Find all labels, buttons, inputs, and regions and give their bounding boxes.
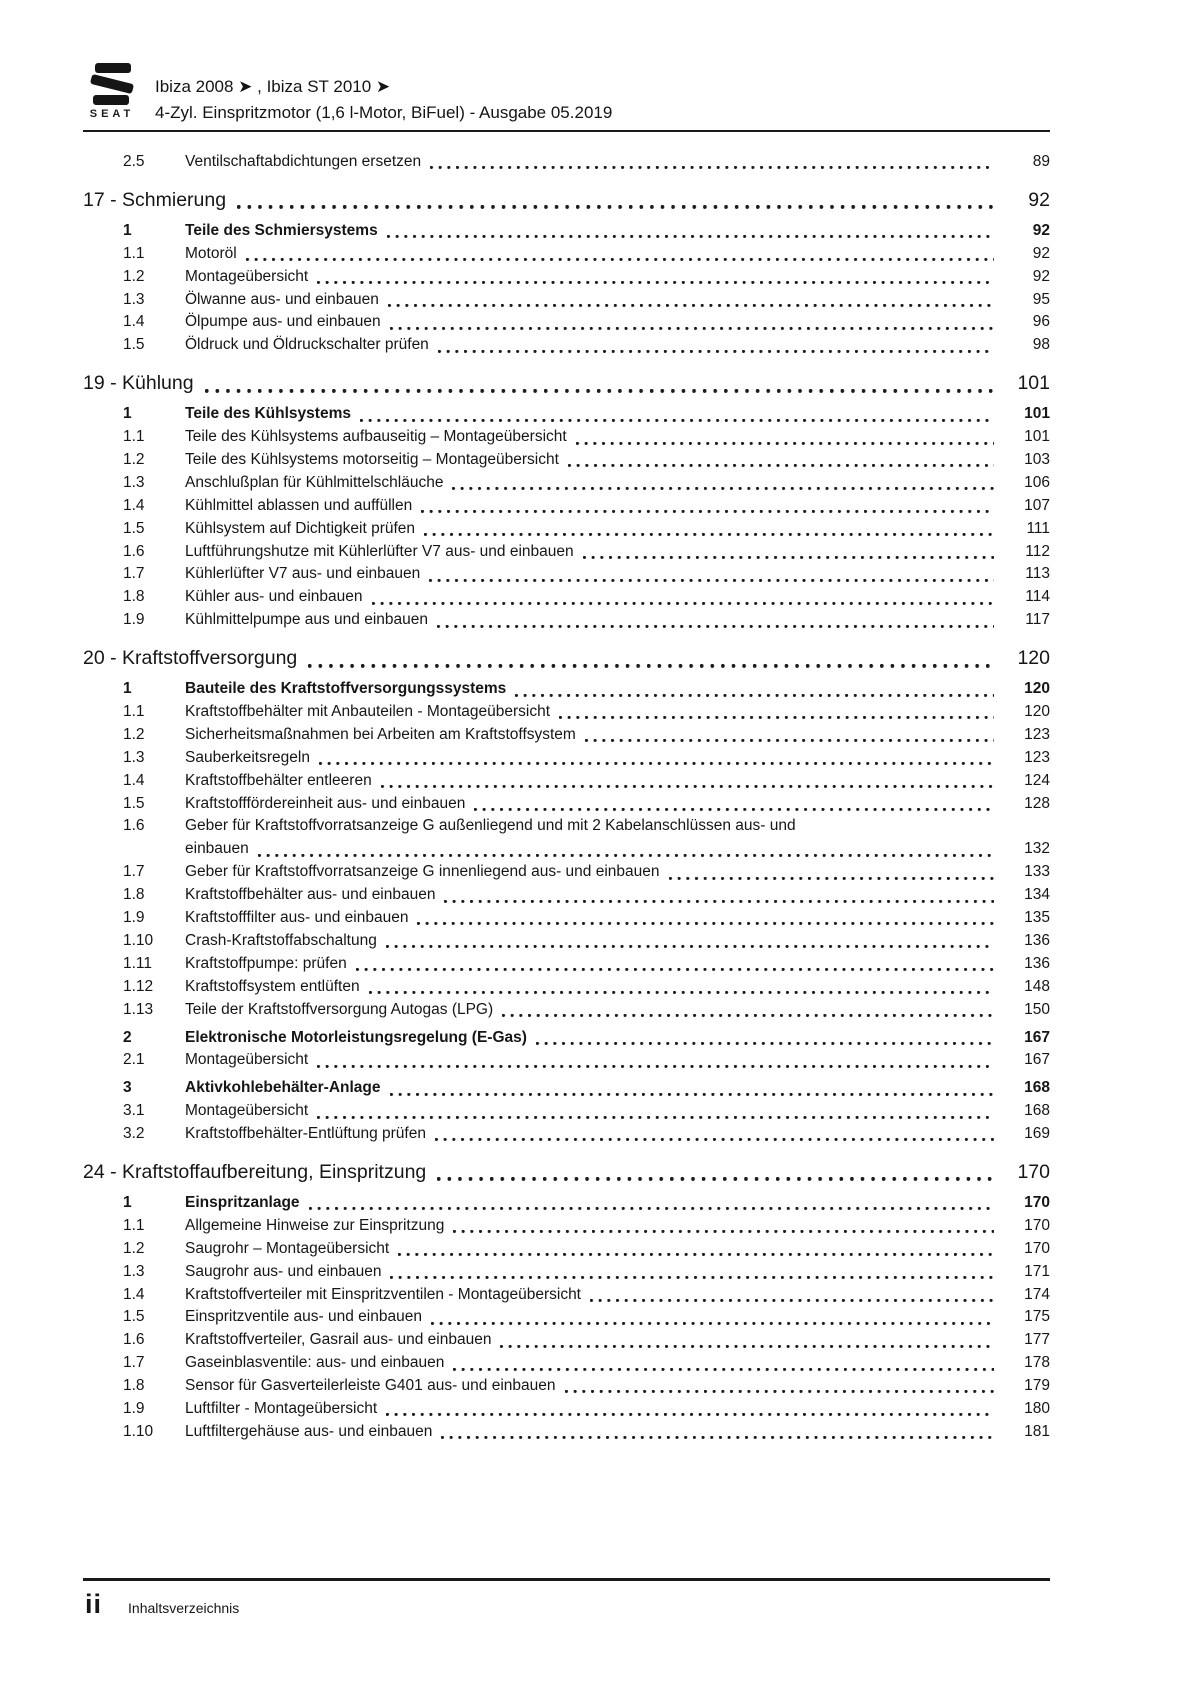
toc-entry-number: 1.4 <box>123 771 145 789</box>
toc-entry-page: 98 <box>1032 336 1050 354</box>
toc-entry-number: 1.9 <box>123 1399 145 1417</box>
toc-chapter-title: 20 - Kraftstoffversorgung <box>83 647 298 670</box>
dot-leader <box>356 953 994 976</box>
toc-entry-row[interactable] <box>83 1027 1050 1050</box>
toc-entry-title: Teile des Kühlsystems motorseitig – Montageübersicht <box>185 451 559 469</box>
toc-chapter-page: 120 <box>1017 647 1050 670</box>
toc-entry-number: 1.1 <box>123 1216 145 1234</box>
dot-leader <box>398 1238 994 1261</box>
dot-leader <box>372 586 994 609</box>
toc-entry-row[interactable] <box>83 1215 1050 1238</box>
dot-leader <box>317 1100 994 1123</box>
dot-leader <box>390 1077 994 1100</box>
toc-entry-title: Kühlerlüfter V7 aus- und einbauen <box>185 565 421 583</box>
toc-entry-page: 123 <box>1024 748 1050 766</box>
toc-entry-row[interactable] <box>83 334 1050 357</box>
dot-leader <box>421 495 994 518</box>
toc-entry-page: 113 <box>1025 565 1050 583</box>
toc-entry-title: Kraftstoffverteiler mit Einspritzventilen - Montageübersicht <box>185 1285 581 1303</box>
toc-entry-title: Anschlußplan für Kühlmittelschläuche <box>185 473 444 491</box>
toc-entry-page: 150 <box>1024 1000 1050 1018</box>
toc-entry-title: Montageübersicht <box>185 267 309 285</box>
toc-entry-number: 3.1 <box>123 1102 145 1120</box>
toc-entry-number: 2 <box>123 1028 132 1046</box>
dot-leader <box>536 1027 994 1050</box>
toc-chapter-row[interactable] <box>83 643 1050 673</box>
toc-entry-title: Kraftstoffbehälter mit Anbauteilen - Montageübersicht <box>185 703 551 721</box>
toc-entry-number: 1.10 <box>123 1422 154 1440</box>
toc-entry-row[interactable] <box>83 1261 1050 1284</box>
toc-entry-row[interactable] <box>83 311 1050 334</box>
toc-entry-row[interactable] <box>83 472 1050 495</box>
toc-entry-number: 1.8 <box>123 588 145 606</box>
toc-entry-number: 1.4 <box>123 496 145 514</box>
toc-entry-title: Montageübersicht <box>185 1051 309 1069</box>
toc-entry-number: 1.5 <box>123 794 145 812</box>
toc-entry-page: 136 <box>1024 931 1050 949</box>
dot-leader <box>502 999 994 1022</box>
toc-entry-row[interactable] <box>83 793 1050 816</box>
seat-logo <box>83 62 141 120</box>
toc-entry-row[interactable] <box>83 563 1050 586</box>
dot-leader <box>452 472 994 495</box>
toc-chapter-row[interactable] <box>83 185 1050 215</box>
toc-entry-page: 101 <box>1024 405 1050 423</box>
toc-entry-title: Luftführungshutze mit Kühlerlüfter V7 aus- und einbauen <box>185 542 574 560</box>
toc-entry-number: 1 <box>123 221 132 239</box>
toc-entry-row[interactable] <box>83 907 1050 930</box>
page-header <box>83 62 1050 126</box>
toc-entry-page: 134 <box>1024 886 1050 904</box>
dot-leader <box>437 609 994 632</box>
dot-leader <box>386 1398 994 1421</box>
toc-entry-title: Luftfiltergehäuse aus- und einbauen <box>185 1422 433 1440</box>
dot-leader <box>500 1329 994 1352</box>
dot-leader <box>441 1421 994 1444</box>
toc-entry-row[interactable] <box>83 1049 1050 1072</box>
toc-entry-title: Saugrohr – Montageübersicht <box>185 1239 390 1257</box>
header-document-line: 4-Zyl. Einspritzmotor (1,6 l-Motor, BiFuel) - Ausgabe 05.2019 <box>155 103 613 122</box>
dot-leader <box>435 1123 994 1146</box>
toc-entry-page: 112 <box>1025 542 1050 560</box>
toc-entry-number: 1.8 <box>123 1377 145 1395</box>
dot-leader <box>390 1261 994 1284</box>
dot-leader <box>360 403 994 426</box>
toc-entry-number: 1.13 <box>123 1000 154 1018</box>
toc-entry-title: Sicherheitsmaßnahmen bei Arbeiten am Kraftstoffsystem <box>185 725 576 743</box>
dot-leader <box>568 449 994 472</box>
toc-entry-title: Ölwanne aus- und einbauen <box>185 290 379 308</box>
toc-entry-title: Aktivkohlebehälter-Anlage <box>185 1079 381 1097</box>
toc-entry-number: 1.9 <box>123 909 145 927</box>
toc-entry-page: 96 <box>1032 313 1050 331</box>
toc-entry-page: 167 <box>1024 1051 1050 1069</box>
toc-entry-row[interactable] <box>83 541 1050 564</box>
toc-chapter-title: 24 - Kraftstoffaufbereitung, Einspritzung <box>83 1160 427 1183</box>
toc-entry-number: 1.4 <box>123 313 145 331</box>
toc-entry-row[interactable] <box>83 976 1050 999</box>
toc-entry-line2 <box>185 838 1050 861</box>
toc-entry-title: Kühler aus- und einbauen <box>185 588 363 606</box>
toc-entry-row[interactable] <box>83 495 1050 518</box>
dot-leader <box>430 151 994 174</box>
dot-leader <box>258 838 994 861</box>
toc-entry-number: 1.7 <box>123 565 145 583</box>
toc-entry-page: 92 <box>1032 267 1050 285</box>
dot-leader <box>417 907 994 930</box>
toc-entry-page: 92 <box>1032 244 1050 262</box>
toc-entry-number: 1.3 <box>123 473 145 491</box>
toc-entry-title: Kraftstoffsystem entlüften <box>185 977 360 995</box>
dot-leader <box>237 185 994 215</box>
toc-entry-row[interactable] <box>83 1306 1050 1329</box>
dot-leader <box>317 266 994 289</box>
toc-entry-page: 170 <box>1024 1216 1050 1234</box>
toc-list <box>83 151 1050 1444</box>
dot-leader <box>438 334 994 357</box>
toc-entry-number: 1.9 <box>123 611 145 629</box>
toc-entry-page: 168 <box>1024 1079 1050 1097</box>
dot-leader <box>576 426 994 449</box>
dot-leader <box>319 747 994 770</box>
toc-entry-row[interactable] <box>83 243 1050 266</box>
toc-entry-number: 1.2 <box>123 267 145 285</box>
toc-entry-title: Motoröl <box>185 244 237 262</box>
toc-entry-page: 178 <box>1024 1354 1050 1372</box>
toc-entry-title: Crash-Kraftstoffabschaltung <box>185 931 377 949</box>
toc-entry-title: Ventilschaftabdichtungen ersetzen <box>185 153 422 170</box>
toc-entry-title: Geber für Kraftstoffvorratsanzeige G innenliegend aus- und einbauen <box>185 863 660 881</box>
dot-leader <box>317 1049 994 1072</box>
toc-entry-text <box>185 815 1050 861</box>
toc-entry-row[interactable] <box>83 861 1050 884</box>
toc-entry-row[interactable] <box>83 289 1050 312</box>
toc-entry-title: Kraftstofffilter aus- und einbauen <box>185 909 409 927</box>
dot-leader <box>453 1352 994 1375</box>
dot-leader <box>583 541 994 564</box>
toc-entry-title: Montageübersicht <box>185 1102 309 1120</box>
toc-entry-page: 179 <box>1024 1377 1050 1395</box>
toc-entry-number: 1.3 <box>123 748 145 766</box>
toc-entry-page: 135 <box>1024 909 1050 927</box>
toc-entry-title: Kraftstoffbehälter-Entlüftung prüfen <box>185 1125 426 1143</box>
toc-entry-row[interactable] <box>83 586 1050 609</box>
toc-entry-title: Ölpumpe aus- und einbauen <box>185 313 381 331</box>
toc-entry-page: 123 <box>1024 725 1050 743</box>
dot-leader <box>387 220 994 243</box>
toc-entry-title: Teile des Kühlsystems <box>185 405 351 423</box>
toc-entry-number: 3 <box>123 1079 132 1097</box>
toc-chapter-page: 101 <box>1017 372 1050 395</box>
dot-leader <box>309 1192 994 1215</box>
toc-entry-number: 1.6 <box>123 817 145 835</box>
toc-entry-title: Öldruck und Öldruckschalter prüfen <box>185 336 429 354</box>
toc-entry-number: 1.2 <box>123 451 145 469</box>
toc-entry-row[interactable] <box>83 1329 1050 1352</box>
toc-chapter-title: 19 - Kühlung <box>83 372 194 395</box>
toc-entry-row[interactable] <box>83 151 1050 174</box>
page-footer <box>85 1589 239 1619</box>
toc-entry-title: Teile der Kraftstoffversorgung Autogas (LPG) <box>185 1000 494 1018</box>
toc-entry-row[interactable] <box>83 609 1050 632</box>
toc-entry-row[interactable] <box>83 1375 1050 1398</box>
toc-entry-number: 1.10 <box>123 931 154 949</box>
toc-entry-row[interactable] <box>83 1352 1050 1375</box>
dot-leader <box>437 1157 994 1187</box>
toc-entry-number: 1.1 <box>123 428 145 446</box>
dot-leader <box>424 518 994 541</box>
toc-entry-row[interactable] <box>83 1123 1050 1146</box>
toc-entry-row[interactable] <box>83 701 1050 724</box>
toc-entry-number: 1.12 <box>123 977 154 995</box>
toc-entry-page: 117 <box>1025 611 1050 629</box>
toc-chapter-row[interactable] <box>83 1157 1050 1187</box>
toc-entry-title: Kühlmittelpumpe aus und einbauen <box>185 611 429 629</box>
toc-entry-page: 89 <box>1032 153 1050 170</box>
toc-entry-page: 107 <box>1024 496 1050 514</box>
dot-leader <box>390 311 994 334</box>
toc-entry-number: 1.6 <box>123 542 145 560</box>
toc-entry-row[interactable] <box>83 953 1050 976</box>
toc-entry-page: 168 <box>1024 1102 1050 1120</box>
toc-entry-row[interactable] <box>83 1077 1050 1100</box>
toc-entry-page: 171 <box>1024 1262 1050 1280</box>
seat-s-icon <box>89 62 135 106</box>
toc-entry-number: 1.2 <box>123 725 145 743</box>
dot-leader <box>381 770 994 793</box>
dot-leader <box>669 861 995 884</box>
footer-section-label: Inhaltsverzeichnis <box>128 1600 240 1616</box>
toc-entry-page: 92 <box>1032 221 1050 239</box>
dot-leader <box>585 724 994 747</box>
toc-entry-row[interactable] <box>83 1100 1050 1123</box>
toc-entry-row[interactable] <box>83 266 1050 289</box>
toc-entry-row[interactable] <box>83 1398 1050 1421</box>
toc-entry-title: Kraftstoffverteiler, Gasrail aus- und einbauen <box>185 1331 492 1349</box>
dot-leader <box>515 678 994 701</box>
toc-entry-page: 120 <box>1024 703 1050 721</box>
toc-entry-row[interactable] <box>83 884 1050 907</box>
header-rule <box>83 130 1050 132</box>
toc-entry-title: Kraftstoffpumpe: prüfen <box>185 954 347 972</box>
toc-entry-number: 1.11 <box>123 954 153 972</box>
toc-entry-row[interactable] <box>83 403 1050 426</box>
toc-entry-title: Einspritzanlage <box>185 1193 300 1211</box>
toc-entry-page: 170 <box>1024 1193 1050 1211</box>
toc-entry-title: Teile des Schmiersystems <box>185 221 378 239</box>
seat-wordmark: SEAT <box>89 108 135 120</box>
toc-entry-number: 1.7 <box>123 863 145 881</box>
toc-entry-row[interactable] <box>83 1421 1050 1444</box>
toc-entry-number: 1.1 <box>123 244 145 262</box>
toc-entry-page: 169 <box>1024 1125 1050 1143</box>
toc-entry-row[interactable] <box>83 449 1050 472</box>
dot-leader <box>429 563 994 586</box>
toc-entry-number: 2.5 <box>123 153 145 170</box>
toc-entry-title: Kühlsystem auf Dichtigkeit prüfen <box>185 519 416 537</box>
toc-entry-title: Kraftstoffbehälter entleeren <box>185 771 372 789</box>
toc-entry-title: Teile des Kühlsystems aufbauseitig – Montageübersicht <box>185 428 567 446</box>
toc-entry-row[interactable] <box>83 426 1050 449</box>
toc-entry-row[interactable] <box>83 930 1050 953</box>
toc-entry-page: 170 <box>1024 1239 1050 1257</box>
toc-entry-page: 180 <box>1024 1399 1050 1417</box>
dot-leader <box>246 243 994 266</box>
dot-leader <box>474 793 994 816</box>
toc-chapter-page: 170 <box>1017 1160 1050 1183</box>
dot-leader <box>388 289 994 312</box>
toc-entry-page: 175 <box>1024 1308 1050 1326</box>
toc-entry-row[interactable] <box>83 678 1050 701</box>
dot-leader <box>386 930 994 953</box>
toc-entry-page: 111 <box>1026 519 1050 537</box>
dot-leader <box>453 1215 994 1238</box>
toc-entry-page: 148 <box>1024 977 1050 995</box>
toc-entry-row[interactable] <box>83 747 1050 770</box>
toc-entry-number: 1.7 <box>123 1354 145 1372</box>
toc-entry-row[interactable] <box>83 1192 1050 1215</box>
toc-entry-number: 1 <box>123 1193 132 1211</box>
toc-entry-page: 136 <box>1024 954 1050 972</box>
toc-entry-number: 3.2 <box>123 1125 145 1143</box>
toc-entry-page: 128 <box>1024 794 1050 812</box>
header-titles <box>155 62 612 126</box>
toc-entry-number: 1.6 <box>123 1331 145 1349</box>
dot-leader <box>590 1284 994 1307</box>
toc-entry-row[interactable] <box>83 518 1050 541</box>
toc-entry-row[interactable] <box>83 1238 1050 1261</box>
toc-entry-title: Elektronische Motorleistungsregelung (E-Gas) <box>185 1028 527 1046</box>
footer-page-number: ii <box>85 1589 103 1619</box>
toc-entry-page: 174 <box>1024 1285 1050 1303</box>
toc-entry-row[interactable] <box>83 1284 1050 1307</box>
toc-entry-row[interactable] <box>83 815 1050 861</box>
toc-entry-number: 1.3 <box>123 290 145 308</box>
toc-entry-page: 177 <box>1024 1331 1050 1349</box>
toc-entry-line1 <box>185 815 1050 838</box>
toc-entry-number: 1.5 <box>123 336 145 354</box>
toc-entry-page: 120 <box>1024 680 1050 698</box>
dot-leader <box>444 884 994 907</box>
toc-entry-title-cont: einbauen <box>185 840 249 858</box>
toc-entry-number: 1.2 <box>123 1239 145 1257</box>
toc-entry-title: Saugrohr aus- und einbauen <box>185 1262 382 1280</box>
dot-leader <box>559 701 994 724</box>
toc-entry-row[interactable] <box>83 220 1050 243</box>
toc-entry-title: Kraftstoffbehälter aus- und einbauen <box>185 886 436 904</box>
toc-entry-page: 101 <box>1024 428 1050 446</box>
toc-entry-title: Kühlmittel ablassen und auffüllen <box>185 496 413 514</box>
toc-entry-row[interactable] <box>83 724 1050 747</box>
toc-entry-title: Geber für Kraftstoffvorratsanzeige G außenliegend und mit 2 Kabelanschlüssen aus- und <box>185 817 796 835</box>
footer-rule <box>83 1578 1050 1581</box>
toc-entry-number: 1.1 <box>123 703 145 721</box>
dot-leader <box>308 643 994 673</box>
toc-entry-title: Einspritzventile aus- und einbauen <box>185 1308 422 1326</box>
header-model-line: Ibiza 2008 ➤ , Ibiza ST 2010 ➤ <box>155 77 391 96</box>
toc-entry-title: Sensor für Gasverteilerleiste G401 aus- und einbauen <box>185 1377 556 1395</box>
toc-entry-page: 181 <box>1024 1422 1050 1440</box>
toc-entry-number: 1.8 <box>123 886 145 904</box>
toc-chapter-title: 17 - Schmierung <box>83 188 227 211</box>
dot-leader <box>205 368 994 398</box>
toc-entry-title: Luftfilter - Montageübersicht <box>185 1399 378 1417</box>
toc-entry-page: 124 <box>1024 771 1050 789</box>
toc-chapter-row[interactable] <box>83 368 1050 398</box>
dot-leader <box>369 976 994 999</box>
toc-entry-number: 1 <box>123 405 132 423</box>
toc-entry-page: 106 <box>1024 473 1050 491</box>
toc-entry-page: 133 <box>1024 863 1050 881</box>
toc-entry-number: 1.5 <box>123 519 145 537</box>
toc-entry-page: 167 <box>1024 1028 1050 1046</box>
dot-leader <box>431 1306 994 1329</box>
toc-entry-row[interactable] <box>83 770 1050 793</box>
toc-entry-number: 1.5 <box>123 1308 145 1326</box>
toc-entry-page: 103 <box>1024 451 1050 469</box>
toc-chapter-page: 92 <box>1028 188 1050 211</box>
toc-entry-number: 1 <box>123 680 132 698</box>
toc-entry-page: 114 <box>1025 588 1050 606</box>
toc-entry-row[interactable] <box>83 999 1050 1022</box>
toc-entry-page: 95 <box>1032 290 1050 308</box>
dot-leader <box>565 1375 995 1398</box>
toc-entry-title: Allgemeine Hinweise zur Einspritzung <box>185 1216 445 1234</box>
toc-entry-title: Bauteile des Kraftstoffversorgungssystems <box>185 680 507 698</box>
toc-entry-number: 2.1 <box>123 1051 145 1069</box>
toc-entry-number: 1.3 <box>123 1262 145 1280</box>
toc-entry-title: Sauberkeitsregeln <box>185 748 310 766</box>
toc-entry-title: Gaseinblasventile: aus- und einbauen <box>185 1354 445 1372</box>
toc-entry-title: Kraftstofffördereinheit aus- und einbauen <box>185 794 466 812</box>
toc-entry-page: 132 <box>1024 840 1050 858</box>
toc-entry-number: 1.4 <box>123 1285 145 1303</box>
